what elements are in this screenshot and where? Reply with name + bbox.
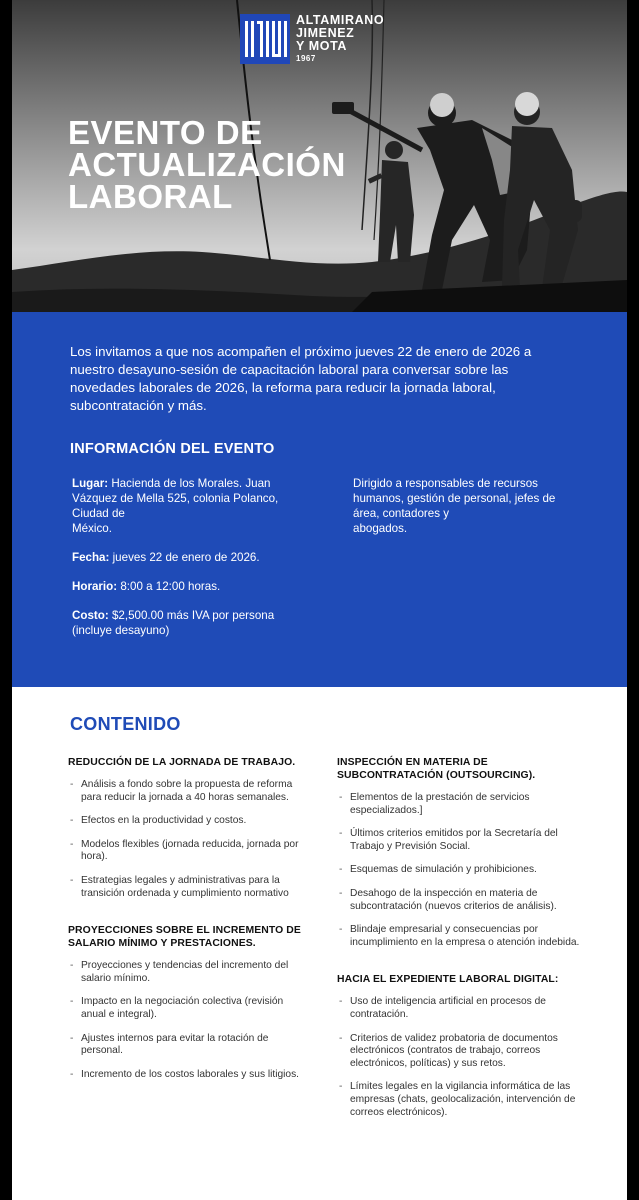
event-title: EVENTO DE ACTUALIZACIÓN LABORAL (68, 114, 346, 215)
list-item: - Modelos flexibles (jornada reducida, jornada por hora). (68, 839, 308, 864)
firm-name: ALTAMIRANO JIMENEZ Y MOTA 1967 (296, 13, 385, 63)
event-info-heading: INFORMACIÓN DEL EVENTO (70, 441, 275, 457)
content-column-right (337, 756, 582, 1130)
list-item: - Blindaje empresarial y consecuencias por incumplimiento en la empresa o atención indebida. (337, 924, 582, 949)
list-item: - Proyecciones y tendencias del incremento del salario mínimo. (68, 960, 308, 985)
content-heading: CONTENIDO (70, 714, 181, 734)
section-heading: PROYECCIONES SOBRE EL INCREMENTO DE SALARIO MÍNIMO Y PRESTACIONES. (68, 925, 301, 950)
section-list (337, 792, 582, 949)
list-item: - Elementos de la prestación de servicios especializados.] (337, 792, 582, 817)
list-item: - Estrategias legales y administrativas para la transición ordenada y cumplimiento normativo (68, 875, 308, 900)
list-item: - Uso de inteligencia artificial en procesos de contratación. (337, 996, 582, 1021)
list-item: - Ajustes internos para evitar la rotación de personal. (68, 1033, 308, 1058)
list-item: - Límites legales en la vigilancia informática de las empresas (chats, geolocalización, intervención de correos electrónicos). (337, 1081, 582, 1119)
list-item: - Criterios de validez probatoria de documentos electrónicos (contratos de trabajo, correos electrónicos, políticas) y sus retos. (337, 1033, 582, 1071)
event-location: Lugar: Hacienda de los Morales. Juan Vázquez de Mella 525, colonia Polanco, Ciudad de México. (72, 477, 279, 535)
list-item: - Análisis a fondo sobre la propuesta de reforma para reducir la jornada a 40 horas semanales. (68, 779, 308, 804)
section-list (68, 779, 308, 900)
section-list (337, 996, 582, 1119)
event-flyer (12, 0, 627, 1200)
list-item: - Incremento de los costos laborales y sus litigios. (68, 1069, 308, 1082)
section-heading: REDUCCIÓN DE LA JORNADA DE TRABAJO. (68, 757, 296, 768)
event-invitation-text: Los invitamos a que nos acompañen el próximo jueves 22 de enero de 2026 a nuestro desayuno-sesión de capacitación laboral para conversar sobre las novedades laborales de 2026, la reforma para reducir la jornada laboral, subcontratación y más. (70, 344, 532, 413)
event-date: Fecha: jueves 22 de enero de 2026. (72, 551, 260, 564)
event-cost: Costo: $2,500.00 más IVA por persona (incluye desayuno) (72, 609, 275, 637)
list-item: - Efectos en la productividad y costos. (68, 815, 308, 828)
firm-year: 1967 (296, 54, 316, 63)
event-schedule: Horario: 8:00 a 12:00 horas. (72, 580, 221, 593)
section-list (68, 960, 308, 1081)
event-audience: Dirigido a responsables de recursos humanos, gestión de personal, jefes de área, contadores y abogados. (353, 477, 556, 535)
event-info-section (12, 312, 627, 687)
list-item: - Últimos criterios emitidos por la Secretaría del Trabajo y Previsión Social. (337, 828, 582, 853)
firm-logo-icon (240, 14, 290, 64)
content-column-left (68, 756, 308, 1092)
firm-logo (240, 14, 384, 64)
hero-banner (12, 0, 627, 312)
list-item: - Esquemas de simulación y prohibiciones. (337, 864, 582, 877)
section-heading: HACIA EL EXPEDIENTE LABORAL DIGITAL: (337, 974, 559, 986)
list-item: - Desahogo de la inspección en materia de subcontratación (nuevos criterios de análisis). (337, 888, 582, 913)
list-item: - Impacto en la negociación colectiva (revisión anual e integral). (68, 996, 308, 1021)
section-heading: INSPECCIÓN EN MATERIA DE SUBCONTRATACIÓN (OUTSOURCING). (337, 757, 536, 781)
event-details (72, 476, 312, 652)
